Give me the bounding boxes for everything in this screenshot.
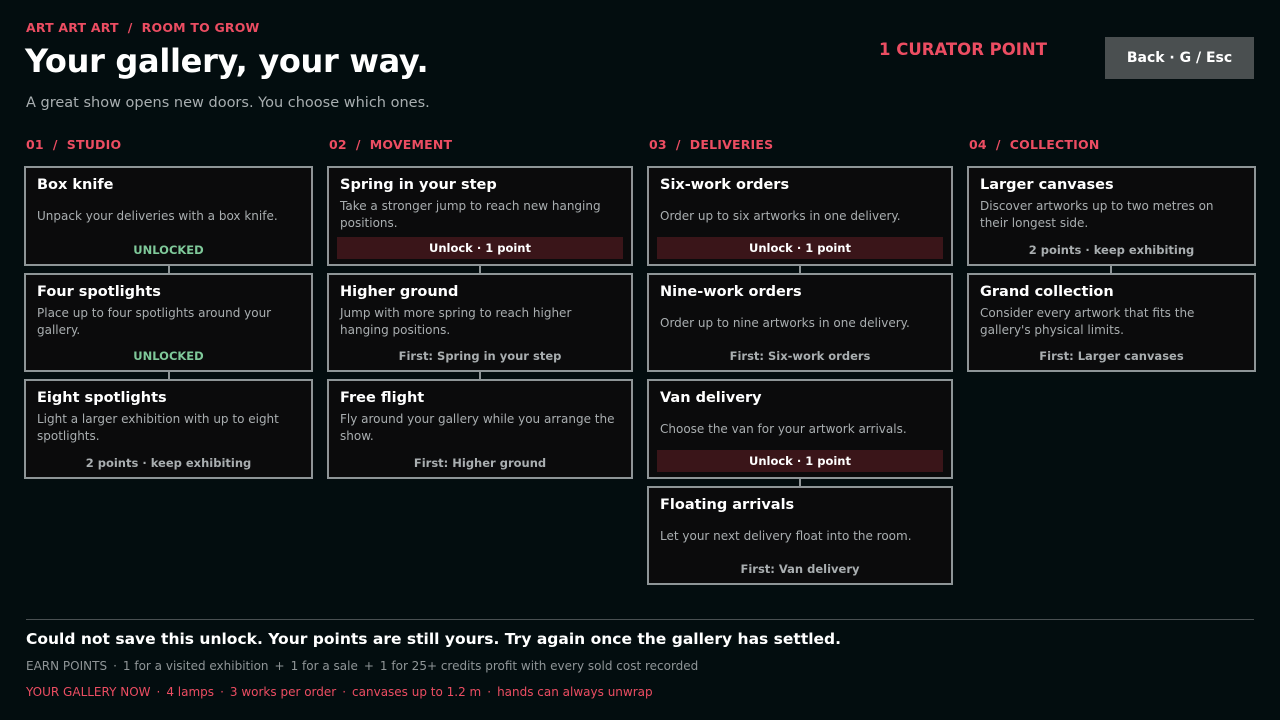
- column-heading-studio: 01 / STUDIO: [26, 137, 122, 152]
- gallery-now-item: canvases up to 1.2 m: [352, 685, 482, 699]
- unlock-button[interactable]: Unlock · 1 point: [657, 237, 943, 259]
- upgrade-card-grand-collection[interactable]: [967, 273, 1256, 372]
- card-title: Six-work orders: [660, 177, 790, 193]
- gallery-now-label: YOUR GALLERY NOW: [26, 685, 151, 699]
- card-title: Box knife: [37, 177, 114, 193]
- gallery-now-item: 4 lamps: [166, 685, 215, 699]
- upgrade-card-box-knife[interactable]: [24, 166, 313, 266]
- card-requirement: First: Higher ground: [413, 456, 547, 470]
- gallery-now-info: YOUR GALLERY NOW · 4 lamps · 3 works per order · canvases up to 1.2 m · hands can always unwrap: [26, 685, 653, 699]
- page-title: Your gallery, your way.: [25, 42, 429, 80]
- gallery-now-item: hands can always unwrap: [497, 685, 653, 699]
- upgrade-card-higher-ground[interactable]: [327, 273, 633, 372]
- earn-points-item: 1 for a visited exhibition: [122, 659, 269, 673]
- column-heading-movement: 02 / MOVEMENT: [329, 137, 453, 152]
- card-description: Order up to six artworks in one delivery.: [660, 209, 901, 223]
- card-title: Higher ground: [340, 284, 459, 300]
- card-title: Floating arrivals: [660, 497, 795, 513]
- earn-points-label: EARN POINTS: [26, 659, 108, 673]
- card-requirement: First: Six-work orders: [729, 349, 871, 363]
- upgrade-card-nine-work-orders[interactable]: [647, 273, 953, 372]
- card-description: Unpack your deliveries with a box knife.: [37, 209, 278, 223]
- unlock-button[interactable]: Unlock · 1 point: [657, 450, 943, 472]
- back-button[interactable]: Back · G / Esc: [1105, 37, 1254, 79]
- unlock-button[interactable]: Unlock · 1 point: [337, 237, 623, 259]
- card-description: Order up to nine artworks in one delivery.: [660, 316, 910, 330]
- card-description: Let your next delivery float into the room.: [660, 529, 912, 543]
- card-description: Place up to four spotlights around your gallery.: [37, 306, 272, 337]
- card-title: Van delivery: [660, 390, 762, 406]
- card-description: Take a stronger jump to reach new hanging positions.: [340, 199, 601, 230]
- card-requirement: First: Larger canvases: [1039, 349, 1184, 363]
- card-title: Free flight: [340, 390, 425, 406]
- card-title: Grand collection: [980, 284, 1114, 300]
- status-badge-unlocked: UNLOCKED: [133, 243, 204, 257]
- card-requirement: First: Spring in your step: [398, 349, 562, 363]
- earn-points-info: EARN POINTS · 1 for a visited exhibition + 1 for a sale + 1 for 25+ credits profit with every sold cost recorded: [26, 659, 699, 673]
- card-description: Fly around your gallery while you arrange the show.: [340, 412, 615, 443]
- card-requirement: 2 points · keep exhibiting: [1028, 243, 1195, 257]
- card-requirement: First: Van delivery: [740, 562, 860, 576]
- card-description: Discover artworks up to two metres on their longest side.: [980, 199, 1214, 230]
- upgrade-card-van-delivery[interactable]: [647, 379, 953, 479]
- card-description: Jump with more spring to reach higher hanging positions.: [340, 306, 572, 337]
- error-message: Could not save this unlock. Your points are still yours. Try again once the gallery has settled.: [26, 630, 842, 648]
- card-requirement: 2 points · keep exhibiting: [85, 456, 252, 470]
- card-title: Larger canvases: [980, 177, 1114, 193]
- upgrade-card-free-flight[interactable]: [327, 379, 633, 479]
- card-title: Nine-work orders: [660, 284, 802, 300]
- upgrade-card-eight-spotlights[interactable]: [24, 379, 313, 479]
- curator-points: 1 CURATOR POINT: [879, 40, 1047, 59]
- upgrade-card-spring-in-your-step[interactable]: [327, 166, 633, 266]
- footer-divider: [26, 619, 1254, 620]
- earn-points-item: 1 for 25+ credits profit with every sold cost recorded: [379, 659, 699, 673]
- upgrade-card-floating-arrivals[interactable]: [647, 486, 953, 585]
- card-description: Consider every artwork that fits the gallery's physical limits.: [980, 306, 1195, 337]
- upgrade-card-larger-canvases[interactable]: [967, 166, 1256, 266]
- status-badge-unlocked: UNLOCKED: [133, 349, 204, 363]
- card-description: Light a larger exhibition with up to eight spotlights.: [37, 412, 279, 443]
- gallery-now-item: 3 works per order: [229, 685, 337, 699]
- card-title: Four spotlights: [37, 284, 161, 300]
- card-title: Eight spotlights: [37, 390, 167, 406]
- card-title: Spring in your step: [340, 177, 497, 193]
- upgrade-card-six-work-orders[interactable]: [647, 166, 953, 266]
- breadcrumb: ART ART ART / ROOM TO GROW: [26, 20, 260, 35]
- page-subtitle: A great show opens new doors. You choose which ones.: [26, 95, 430, 111]
- card-description: Choose the van for your artwork arrivals.: [660, 422, 907, 436]
- earn-points-item: 1 for a sale: [290, 659, 358, 673]
- upgrade-card-four-spotlights[interactable]: [24, 273, 313, 372]
- column-heading-deliveries: 03 / DELIVERIES: [649, 137, 774, 152]
- column-heading-collection: 04 / COLLECTION: [969, 137, 1100, 152]
